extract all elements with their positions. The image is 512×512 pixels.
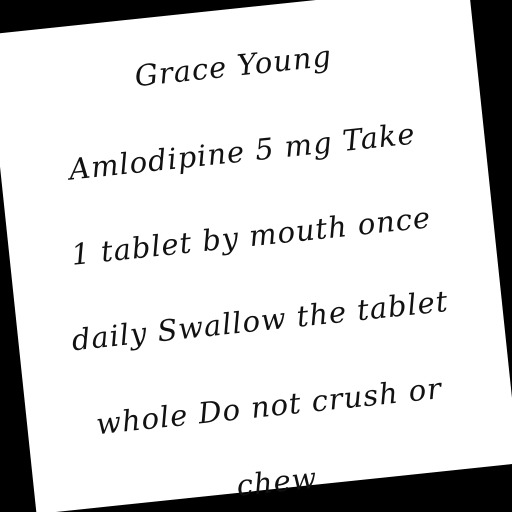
instruction-line-3: daily Swallow the tablet: [70, 283, 450, 358]
instruction-line-5: chew: [234, 460, 319, 503]
patient-name: Grace Young: [133, 38, 334, 94]
instruction-line-2: 1 tablet by mouth once: [69, 200, 433, 272]
instruction-line-4: whole Do not crush or: [94, 371, 444, 442]
instruction-line-1: Amlodipine 5 mg Take: [67, 116, 418, 187]
